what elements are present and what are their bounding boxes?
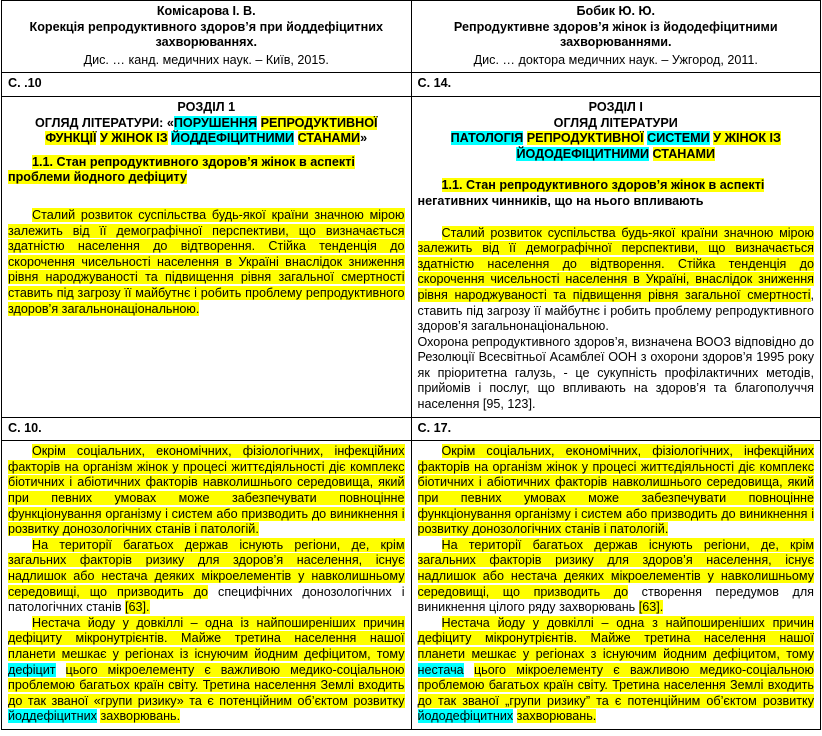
right-paragraph-4: Нестача йоду у довкіллі – одна з найпоширеніших причин дефіциту мікронутрієнтів. Майже третина населення нашої планети мешкає у регіонах з існуючим йодним дефіцитом, тому нестача цього мікроелементу є важливою медико-соціальною проблемою багатьох країн світу. Третина населення Землі входить до так званої „групи ризику” та є потенційним об’єктом розвитку йододефіцитних захворювань. (417, 615, 814, 724)
content-row-1 (2, 96, 821, 417)
right-page-ref-2: С. 17. (411, 417, 821, 441)
page-row-2 (2, 417, 821, 441)
left-title: Корекція репродуктивного здоров’я при йоддефіцитних захворюваннях. (29, 19, 383, 50)
right-paragraph-1b: Охорона репродуктивного здоров’я, визначена ВООЗ відповідно до Резолюції Всесвітньої Асамблеї ООН з охорони здоров’я 1995 року як пріоритетна галузь, - це сукупність профілактичних методів, прийомів і послуг, що впливають на здоров’я та благополуччя населення [95, 123]. (417, 334, 814, 412)
content-row-2 (2, 441, 821, 730)
right-paragraph-3: На території багатьох держав існують регіони, де, крім загальних факторів ризику для здоров’я населення, існує надлишок або нестача деяких мікроелементів у навколишньому середовищі, що призводить до створення передумов для виникнення цілого ряду захворювань [63]. (417, 537, 815, 615)
left-paragraph-2: Окрім соціальних, економічних, фізіологічних, інфекційних факторів на організм жінок у процесі життєдіяльності діє комплекс біотичних і абіотичних факторів навколишнього середовища, який при певних умовах може забезпечувати повноцінне функціонування організму і систем або призводить до виникнення і розвитку донозологічних станів і патологій. (8, 444, 405, 537)
left-content-2 (2, 441, 412, 730)
right-content-2 (411, 441, 821, 730)
comparison-table (1, 0, 821, 730)
left-subsection: 1.1. Стан репродуктивного здоров’я жінок в аспекті проблеми йодного дефіциту (8, 154, 355, 185)
page-row-1 (2, 73, 821, 97)
left-paragraph-1: Сталий розвиток суспільства будь-якої країни значною мірою залежить від її демографічної перспективи, що визначається здатністю населення до відтворення. Стійка тенденція до скорочення чисельності населення в Україні внаслідок зниження рівня народжуваності та підвищення рівня загальної смертності ставить під загрозу її майбутнє і робить проблему репродуктивного здоров’я загальнонаціональною. (8, 207, 405, 316)
left-content-1 (2, 96, 412, 417)
left-paragraph-3: На території багатьох держав існують регіони, де, крім загальних факторів ризику для здоров’я населення, існує надлишок або нестача деяких мікроелементів у навколишньому середовищі, що призводить до специфічних донозологічних і патологічних станів [63]. (8, 537, 405, 615)
left-section-title: РОЗДІЛ 1 ОГЛЯД ЛІТЕРАТУРИ: «ПОРУШЕННЯ РЕПРОДУКТИВНОЇ ФУНКЦІЇ У ЖІНОК ІЗ ЙОДДЕФІЦИТНИМИ СТАНАМИ» (35, 99, 378, 146)
right-section-title: РОЗДІЛ І ОГЛЯД ЛІТЕРАТУРИ ПАТОЛОГІЯ РЕПРОДУКТИВНОЇ СИСТЕМИ У ЖІНОК ІЗ ЙОДОДЕФІЦИТНИМИ СТАНАМИ (450, 99, 781, 161)
right-title: Репродуктивне здоров’я жінок із йододефіцитними захворюваннями. (453, 19, 778, 50)
left-page-ref-2: С. 10. (2, 417, 412, 441)
left-author: Комісарова І. В. (156, 4, 256, 18)
header-row (2, 1, 821, 73)
right-subsection: 1.1. Стан репродуктивного здоров’я жінок в аспекті негативних чинників, що на нього впливають (417, 178, 765, 208)
right-content-1 (411, 96, 821, 417)
right-paragraph-2: Окрім соціальних, економічних, фізіологічних, інфекційних факторів на організм жінок у процесі життєдіяльності діє комплекс біотичних і абіотичних факторів навколишнього середовища, який при певних умовах може забезпечувати повноцінне функціонування організму і систем або призводить до виникнення і розвитку донозологічних станів і патологій. (417, 444, 814, 537)
right-author: Бобик Ю. Ю. (576, 4, 656, 18)
left-header-cell (2, 1, 412, 73)
right-paragraph-1: Сталий розвиток суспільства будь-якої країни значною мірою залежить від її демографічної перспективи, що визначається здатністю населення до відтворення. Стійка тенденція до скорочення чисельності населення в Україні, внаслідок зниження рівня народжуваності та підвищення рівня загальної смертності, ставить під загрозу її майбутнє і робить проблему репродуктивного здоров’я загальнонаціональною. (417, 225, 814, 334)
left-meta: Дис. … канд. медичних наук. – Київ, 2015. (83, 52, 329, 67)
right-header-cell (411, 1, 821, 73)
right-meta: Дис. … доктора медичних наук. – Ужгород, 2011. (473, 52, 758, 67)
left-page-ref-1: С. .10 (2, 73, 412, 97)
right-page-ref-1: С. 14. (411, 73, 821, 97)
left-paragraph-4: Нестача йоду у довкіллі – одна із найпоширеніших причин дефіциту мікронутрієнтів. Майже третина населення нашої планети мешкає у регіонах із існуючим йодним дефіцитом, тому дефіцит цього мікроелементу є важливою медико-соціальною проблемою багатьох країн світу. Третина населення Землі входить до так званої «групи ризику» та є потенційним об’єктом розвитку йоддефіцитних захворювань. (8, 615, 405, 724)
